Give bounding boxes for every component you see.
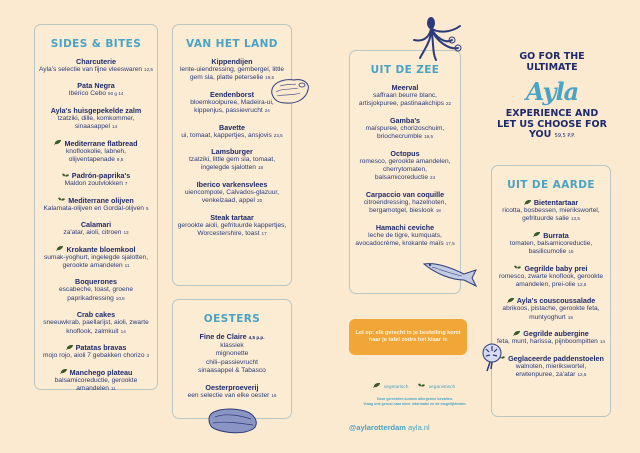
notice-text: Let op: elk gerecht in je bestelling komt naar je tafel zodra het klaar is: [355, 330, 461, 343]
item-name: Calamari: [80, 220, 112, 230]
item-name: Gamba's: [389, 115, 421, 125]
item-desc: ui, tomaat, kappertjes, ansjovis: [181, 131, 272, 139]
menu-item: [39, 245, 153, 271]
item-desc: Ibérico Cebo: [68, 90, 107, 98]
menu-item: [39, 277, 153, 303]
promo-subheading: EXPERIENCE AND LET US CHOOSE FOR YOU: [497, 108, 607, 140]
steak-illustration: [268, 76, 312, 106]
item-price: 12,5: [144, 67, 153, 72]
item-desc: saffraan beurre blanc, artisjokpuree, pastinaakchips: [358, 92, 444, 108]
vegetarian-icon: [56, 246, 63, 251]
menu-item: [39, 368, 153, 394]
vegetarian-icon: [66, 345, 73, 350]
menu-items: [39, 57, 153, 393]
item-desc: za'atar, aioli, citroen: [63, 229, 122, 237]
item-name: Eendenborst: [210, 89, 254, 99]
menu-item: [39, 57, 153, 74]
item-name: Padrón-paprika's: [71, 171, 131, 181]
item-desc: sumak-yoghurt, ingelegde sjalotten, gerookte amandelen: [43, 253, 149, 270]
item-desc: lente-uiendressing, gembergel, little gem sla, platte peterselie: [179, 66, 285, 82]
item-desc: sneeuwkrab, paellarijst, aioli, zwarte knoflook, zalmkuit: [43, 319, 149, 335]
item-name: Octopus: [390, 148, 420, 158]
allergen-disclaimer: Deze gerechten kunnen allergenen bevatten. Vraag ons gerust naar meer informatie en de mogelijkheden.: [363, 397, 467, 406]
vegetarian-icon: [507, 298, 514, 303]
menu-item: [354, 83, 456, 109]
item-price: 13: [123, 230, 129, 236]
item-desc: escabeche, toast, groene paprikadressing: [58, 286, 134, 302]
item-price: 7: [124, 181, 128, 187]
diet-legend: [349, 384, 479, 390]
item-name: Bietentartaar: [533, 198, 579, 207]
item-name: Meerval: [391, 83, 419, 92]
item-desc: leche de tigre, kumquats, avocadocrème, krokante maïs: [355, 231, 444, 248]
item-desc: balsamicoreductie, gerookte amandelen: [54, 376, 138, 392]
ayla-logo: Ayla: [525, 77, 579, 106]
item-name: Lamsburger: [211, 147, 253, 157]
item-price: 50 g 14: [108, 91, 124, 97]
menu-item: [496, 296, 606, 322]
item-desc: maïspuree, chorizoschuim, briochecrumble: [365, 124, 445, 141]
item-name: Ayla's couscoussalade: [516, 296, 596, 306]
menu-item: [496, 198, 606, 224]
vegan-icon: [62, 173, 69, 178]
item-price: 12,5: [577, 282, 587, 288]
menu-item: [39, 139, 153, 165]
item-price: 11: [110, 385, 116, 391]
menu-item: [354, 116, 456, 142]
section-title: OESTERS: [203, 313, 261, 325]
oyster-illustration: [205, 405, 261, 435]
item-price: 24: [264, 108, 270, 114]
vegan-icon: [514, 265, 521, 270]
vegetarian-label: vegetarisch: [383, 384, 409, 390]
item-price: 19,5: [424, 134, 434, 140]
item-price: 14: [120, 328, 126, 334]
item-price: 11: [124, 263, 130, 269]
item-price: 23,5: [273, 132, 283, 138]
vegan-label: veganistisch: [428, 384, 456, 390]
item-name: Oesterproeverij: [205, 382, 259, 392]
item-desc: mojo rojo, aioli 7 gebakken chorizo: [42, 352, 145, 360]
tasting-menu-promo: [497, 52, 607, 142]
vegan-icon: [418, 383, 425, 388]
menu-item: [39, 220, 153, 237]
menu-item: [177, 213, 287, 239]
uit-de-aarde-section: [491, 165, 611, 417]
item-desc: klassiek mignonette chili–passievrucht sinaasappel & Tabasco: [198, 342, 266, 375]
vegetarian-icon: [513, 331, 520, 336]
menu-item: [39, 106, 153, 132]
item-price: 18: [257, 165, 264, 171]
octopus-illustration: [412, 16, 464, 68]
item-name: Mediterrane olijven: [68, 195, 134, 205]
item-desc: uiencompote, Calvados-glazuur, venkelzaad, appel: [184, 188, 280, 205]
menu-item: [496, 264, 606, 290]
item-price: 14: [599, 339, 605, 345]
menu-item: [177, 147, 287, 173]
section-title: VAN HET LAND: [186, 38, 278, 50]
social-links: [349, 423, 479, 432]
item-price: 14: [112, 124, 118, 130]
sides-and-bites-section: [34, 24, 158, 390]
artichoke-illustration: [480, 343, 504, 373]
menu-item: [177, 332, 287, 376]
menu-item: [39, 343, 153, 360]
item-name: Gegrilde baby prei: [524, 263, 588, 273]
item-name: Iberico varkensvlees: [196, 179, 268, 189]
menu-item: [177, 180, 287, 206]
order-notice: [349, 319, 467, 355]
menu-item: [354, 223, 456, 249]
item-name: Crab cakes: [76, 310, 116, 320]
menu-item: [496, 354, 606, 380]
vegetarian-icon: [533, 232, 540, 237]
item-name: Pata Negra: [77, 81, 115, 91]
item-desc: tomaten, balsamicoreductie, basilicumolie: [509, 239, 593, 256]
item-desc: Ayla's selectie van fijne vleeswaren: [39, 66, 143, 73]
menu-item: [354, 149, 456, 183]
menu-items: [496, 198, 606, 379]
item-name: Ayla's huisgepekelde zalm: [50, 105, 142, 115]
item-name: Hamachi ceviche: [375, 222, 435, 232]
item-desc: tzatziki, dille, komkommer, sinaasappel: [57, 114, 135, 131]
item-price: 17: [261, 231, 267, 237]
item-name: Boquerones: [75, 277, 117, 287]
item-name: Patatas bravas: [75, 343, 127, 353]
item-name: Gegrilde aubergine: [523, 329, 589, 339]
item-price: 15: [567, 314, 573, 320]
item-price: 12,5: [577, 372, 587, 378]
promo-heading: GO FOR THE ULTIMATE: [519, 51, 585, 73]
menu-item: [177, 123, 287, 140]
menu-item: [496, 329, 606, 346]
item-price: 4,5 p.p.: [248, 335, 265, 340]
item-price: 10,5: [115, 295, 125, 301]
item-price: 24: [430, 175, 436, 181]
vegetarian-icon: [54, 140, 61, 145]
item-price: 3: [146, 353, 150, 359]
section-title: UIT DE ZEE: [370, 64, 440, 76]
item-desc: citroendressing, hazelnoten, bergamotgel, bieslook: [363, 198, 447, 215]
item-price: 9,5: [116, 157, 124, 163]
item-price: 17,5: [445, 241, 455, 247]
vegetarian-icon: [524, 200, 531, 205]
instagram-handle[interactable]: @aylarotterdam: [349, 423, 406, 432]
item-desc: romesco, gerookte amandelen, cherrytomaten, balsamicoreductie: [359, 157, 451, 182]
menu-item: [39, 171, 153, 188]
item-name: Manchego plateau: [69, 367, 133, 377]
menu-items: [354, 83, 456, 248]
item-price: 18: [435, 208, 441, 214]
menu-item: [496, 231, 606, 257]
fish-illustration: [422, 258, 478, 288]
website-link[interactable]: ayla.nl: [408, 423, 430, 432]
item-desc: gerookte aioli, gefrituurde kappertjes, Worcestershire, toast: [177, 221, 287, 238]
item-price: 15: [568, 249, 574, 255]
item-desc: ricotta, bosbessen, mierikswortel, gefrituurde salie: [502, 207, 600, 223]
item-name: Burrata: [543, 230, 569, 240]
item-name: Steak tartaar: [210, 212, 254, 222]
item-name: Geglaceerde paddenstoelen: [508, 353, 604, 363]
item-name: Charcuterie: [76, 57, 116, 66]
item-price: 13,5: [570, 216, 580, 222]
item-desc: een selectie van elke oester: [187, 391, 270, 399]
menu-item: [39, 310, 153, 336]
item-name: Kippendijen: [211, 57, 253, 66]
section-title: SIDES & BITES: [50, 38, 142, 50]
oesters-section: [172, 299, 292, 419]
menu-item: [354, 190, 456, 216]
item-name: Krokante bloemkool: [66, 244, 136, 254]
item-price: 5: [145, 205, 149, 211]
van-het-land-section: [172, 24, 292, 286]
item-desc: Maldon zoutvlokken: [64, 180, 123, 188]
item-desc: bloemkoolpuree, Madeira-ui, kippenjus, passievrucht: [190, 98, 274, 115]
item-price: 22: [445, 101, 452, 107]
item-desc: walnoten, mierikswortel, erwtenpuree, za'atar: [515, 362, 587, 379]
item-desc: romesco, zwarte knoflook, gerookte amandelen, prei-olie: [498, 272, 604, 289]
item-price: 16: [271, 392, 277, 398]
item-name: Mediterrane flatbread: [64, 138, 138, 148]
item-name: Bavette: [219, 122, 245, 132]
menu-item: [39, 196, 153, 213]
vegetarian-icon: [60, 369, 67, 374]
item-desc: feta, munt, harissa, pijnboompitten: [497, 338, 598, 346]
item-name: Carpaccio van coquille: [365, 189, 445, 199]
item-desc: tzatziki, little gem sla, tomaat, ingelegde sjalotten: [188, 156, 276, 172]
vegan-icon: [58, 197, 65, 202]
item-desc: Kalamata-olijven en Gordal-olijven: [43, 204, 144, 212]
item-price: 20: [257, 198, 263, 204]
menu-item: [177, 383, 287, 400]
promo-price: 59,5 P.P.: [554, 133, 576, 139]
item-name: Fine de Claire: [199, 332, 247, 341]
menu-item: [39, 81, 153, 98]
section-title: UIT DE AARDE: [507, 179, 595, 191]
item-price: 19,5: [265, 75, 275, 81]
vegetarian-icon: [373, 383, 380, 388]
item-desc: knoflookolie, labneh, olijventapenade: [65, 147, 127, 164]
item-desc: abrikoos, pistache, gerookte feta, muntyoghurt: [502, 305, 600, 321]
